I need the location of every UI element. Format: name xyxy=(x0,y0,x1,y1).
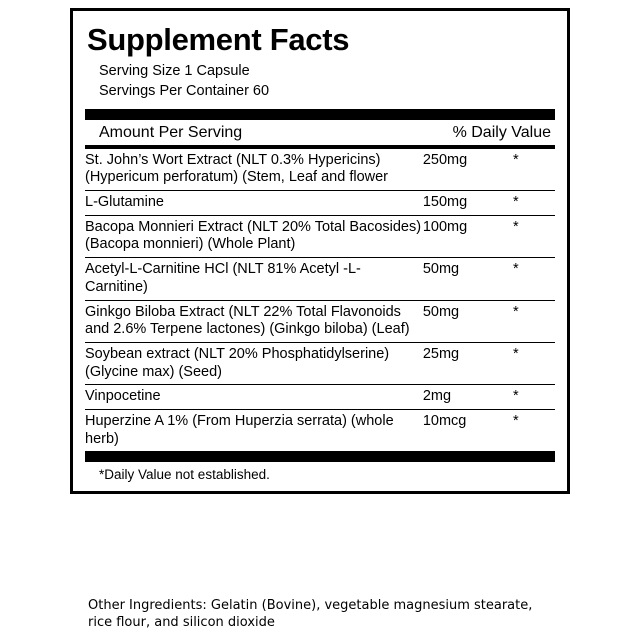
other-ingredients-text: Other Ingredients: Gelatin (Bovine), vegetable magnesium stearate, rice flour, and silicon dioxide xyxy=(88,598,533,630)
nutrient-name: Bacopa Monnieri Extract (NLT 20% Total Bacosides) (Bacopa monnieri) (Whole Plant) xyxy=(85,215,423,257)
nutrient-amount: 50mg xyxy=(423,258,513,300)
supplement-facts-panel xyxy=(70,8,570,494)
nutrient-amount: 2mg xyxy=(423,385,513,410)
table-row xyxy=(85,342,555,384)
nutrient-amount: 100mg xyxy=(423,215,513,257)
nutrient-amount: 150mg xyxy=(423,191,513,216)
table-row xyxy=(85,258,555,300)
serving-size-line: Serving Size 1 Capsule xyxy=(99,63,250,80)
nutrient-name: St. John’s Wort Extract (NLT 0.3% Hypericins) (Hypericum perforatum) (Stem, Leaf and flower xyxy=(85,149,423,191)
nutrient-table xyxy=(85,149,555,452)
nutrient-name: Soybean extract (NLT 20% Phosphatidylserine) (Glycine max) (Seed) xyxy=(85,342,423,384)
table-row xyxy=(85,385,555,410)
nutrient-name: Ginkgo Biloba Extract (NLT 22% Total Flavonoids and 2.6% Terpene lactones) (Ginkgo biloba) (Leaf) xyxy=(85,300,423,342)
nutrient-name: Vinpocetine xyxy=(85,385,423,410)
nutrient-daily-value: * xyxy=(513,149,555,191)
table-row xyxy=(85,149,555,191)
nutrient-amount: 50mg xyxy=(423,300,513,342)
table-row xyxy=(85,215,555,257)
nutrient-name: Huperzine A 1% (From Huperzia serrata) (whole herb) xyxy=(85,412,394,447)
table-row xyxy=(85,191,555,216)
nutrient-daily-value: * xyxy=(513,215,555,257)
table-row xyxy=(85,409,555,451)
nutrient-daily-value: * xyxy=(513,385,555,410)
nutrient-daily-value: * xyxy=(513,191,555,216)
nutrient-amount: 250mg xyxy=(423,149,513,191)
table-header-row xyxy=(85,120,555,145)
daily-value-footnote: *Daily Value not established. xyxy=(99,467,270,483)
nutrient-amount: 25mg xyxy=(423,342,513,384)
header-amount-per-serving: Amount Per Serving xyxy=(99,123,243,141)
nutrient-daily-value: * xyxy=(513,412,519,429)
nutrient-name: L-Glutamine xyxy=(85,191,423,216)
nutrient-daily-value: * xyxy=(513,300,555,342)
table-row xyxy=(85,300,555,342)
divider-thick-bottom xyxy=(85,451,555,462)
nutrient-name: Acetyl-L-Carnitine HCl (NLT 81% Acetyl -L-Carnitine) xyxy=(85,258,423,300)
nutrient-daily-value: * xyxy=(513,342,555,384)
divider-thick-top xyxy=(85,109,555,120)
nutrient-daily-value: * xyxy=(513,258,555,300)
nutrient-amount: 10mcg xyxy=(422,412,467,429)
header-percent-daily-value: % Daily Value xyxy=(452,123,551,141)
servings-per-container-line: Servings Per Container 60 xyxy=(99,82,270,99)
panel-title: Supplement Facts xyxy=(87,22,350,57)
